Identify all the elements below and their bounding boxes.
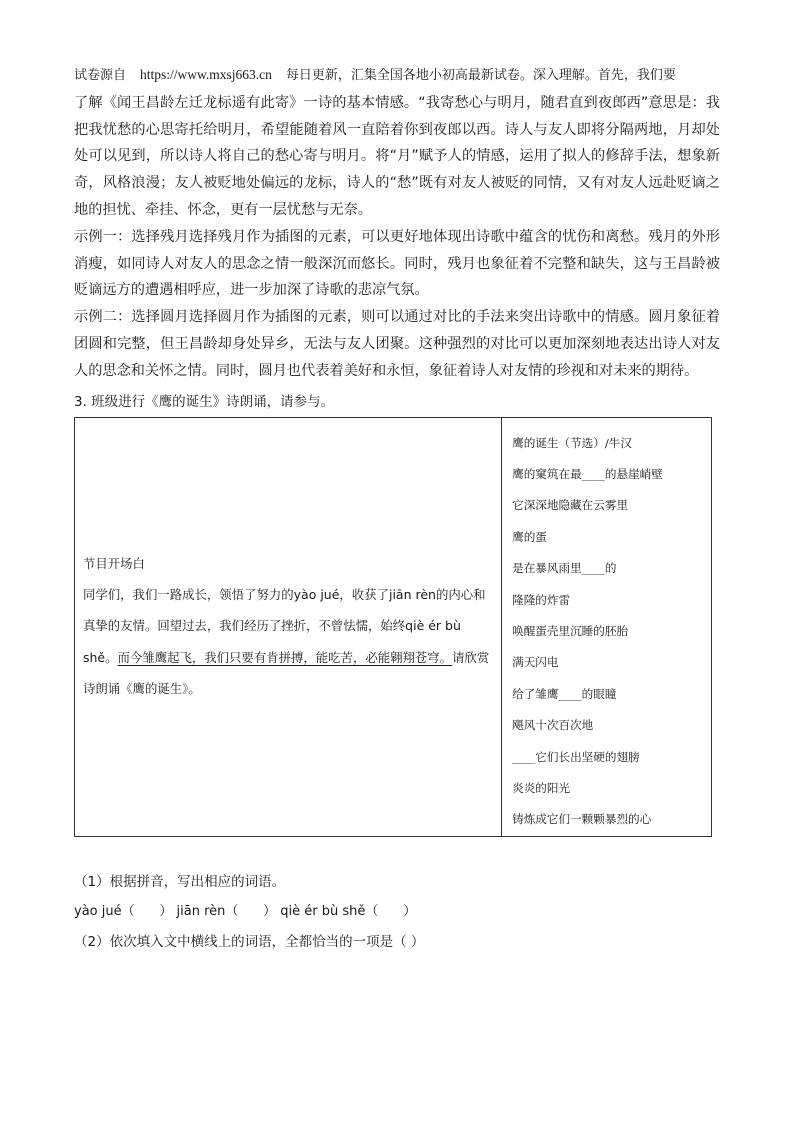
site-slogan: 每日更新，汇集全国各地小初高最新试卷。 — [285, 68, 533, 83]
opening-body — [83, 579, 491, 705]
lead-in-text: 深入理解。首先，我们要 — [532, 68, 676, 83]
poem-line: 炎炎的阳光 — [512, 781, 571, 796]
document-page — [74, 62, 720, 957]
poem-line: 给了雏鹰____的眼瞳 — [512, 686, 617, 701]
opening-seg-4: 。 — [105, 649, 118, 665]
pinyin-answer-row: yào jué（ ） jiān rèn（ ） qiè ér bù shě（ ） — [74, 903, 417, 919]
poem-line: 满天闪电 — [512, 655, 559, 670]
opening-heading: 节目开场白 — [83, 555, 145, 571]
opening-seg-2: ，收获了 — [339, 586, 389, 602]
poem-line: 鹰的窠筑在最____的悬崖峭壁 — [512, 466, 663, 481]
intro-paragraph: 了解《闻王昌龄左迁龙标遥有此寄》一诗的基本情感。“我寄愁心与明月，随君直到夜郎西”意思是：我把我忧愁的心思寄托给明月，希望能随着风一直陪着你到夜郎以西。诗人与友人即将分隔两地，月却处处可以见到，所以诗人将自己的愁心寄与明月。将“月”赋予人的情感，运用了拟人的修辞手法，想象新奇，风格浪漫；友人被贬地处偏远的龙标，诗人的“愁”既有对友人被贬的同情，又有对友人远赴贬谪之地的担忧、牵挂、怀念，更有一层忧愁与无奈。 — [74, 94, 720, 218]
poem-cell — [502, 417, 712, 836]
pinyin-qieerbushe: qiè ér bù shě — [83, 618, 461, 665]
question-3-title: 3. 班级进行《鹰的诞生》诗朗诵，请参与。 — [74, 393, 335, 410]
opening-seg-5: 请欣赏诗朗诵《鹰的诞生》。 — [83, 649, 490, 697]
opening-seg-1: 同学们，我们一路成长，领悟了努力的 — [83, 586, 294, 602]
poem-line: ____它们长出坚硬的翅膀 — [512, 749, 640, 764]
poem-line: 飓风十次百次地 — [512, 718, 594, 733]
source-url[interactable]: https://www.mxsj663.cn — [140, 67, 272, 82]
underlined-sentence: 而今雏鹰起飞，我们只要有肯拼搏，能吃苦，必能翱翔苍穹。 — [117, 649, 453, 665]
source-header — [74, 62, 720, 90]
recitation-table — [74, 417, 712, 837]
opening-remarks — [83, 548, 491, 705]
opening-cell — [75, 417, 502, 836]
poem-line: 是在暴风雨里____的 — [512, 561, 617, 576]
opening-seg-3: 的内心和真挚的友情。回望过去，我们经历了挫折，不曾怯懦，始终 — [83, 586, 486, 634]
poem-line: 鹰的蛋 — [512, 529, 547, 544]
pinyin-yaojue: yào jué — [293, 586, 340, 602]
example-two: 示例二：选择圆月选择圆月作为插图的元素，则可以通过对比的手法来突出诗歌中的情感。圆月象征着团圆和完整，但王昌龄却身处异乡，无法与友人团聚。这种强烈的对比可以更加深刻地表达出诗人对友人的思念和关怀之情。同时，圆月也代表着美好和永恒，象征着诗人对友情的珍视和对未来的期待。 — [74, 309, 720, 379]
poem-title: 鹰的诞生（节选）/牛汉 — [512, 435, 632, 450]
poem-line: 它深深地隐藏在云雾里 — [512, 498, 629, 513]
site-name: 试卷源自 — [74, 68, 127, 83]
subquestion-1: （1）根据拼音，写出相应的词语。 — [74, 873, 286, 890]
pinyin-jianren: jiān rèn — [388, 586, 436, 602]
poem-line: 铸炼成它们一颗颗暴烈的心 — [512, 812, 652, 827]
poem-line: 隆隆的炸雷 — [512, 592, 571, 607]
example-one: 示例一：选择残月选择残月作为插图的元素，可以更好地体现出诗歌中蕴含的忧伤和离愁。残月的外形消瘦，如同诗人对友人的思念之情一般深沉而悠长。同时，残月也象征着不完整和缺失，这与王昌龄被贬谪远方的遭遇相呼应，进一步加深了诗歌的悲凉气氛。 — [74, 228, 720, 299]
poem-line: 唤醒蛋壳里沉睡的胚胎 — [512, 624, 629, 638]
subquestion-2: （2）依次填入文中横线上的词语，全都恰当的一项是（ ） — [74, 933, 425, 950]
